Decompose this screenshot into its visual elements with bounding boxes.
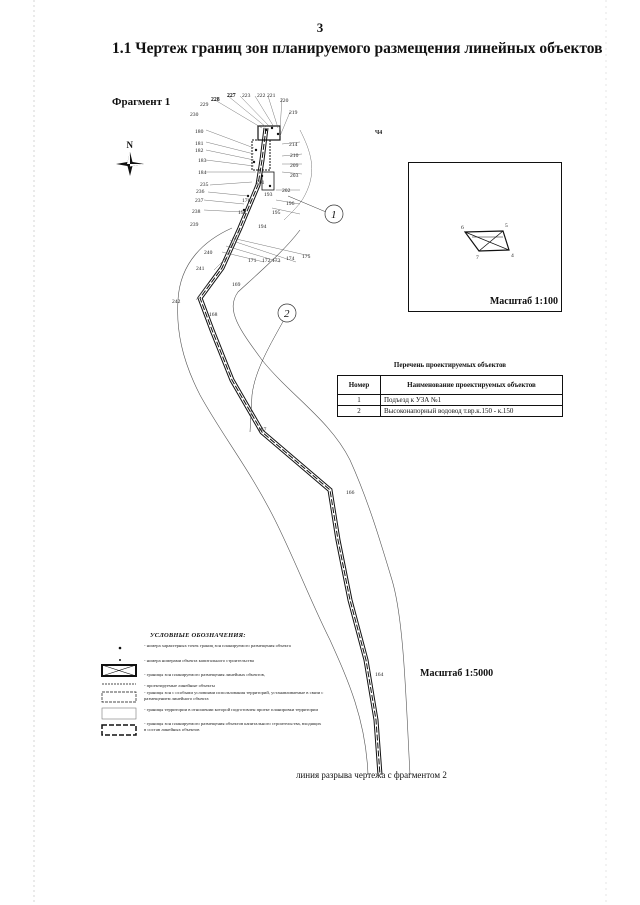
point-label: 166	[346, 490, 355, 496]
table-header-number: Номер	[338, 376, 381, 395]
objects-table-title: Перечень проектируемых объектов	[393, 361, 507, 369]
page-number: 3	[316, 20, 324, 35]
point-label: 194	[258, 224, 267, 230]
point-label: 222	[257, 93, 266, 99]
point-label: 174	[286, 256, 295, 262]
point-label: 201	[256, 180, 265, 186]
inset-box	[408, 162, 562, 312]
break-caption: линия разрыва чертежа с фрагментом 2	[296, 770, 447, 780]
legend-symbols	[98, 642, 140, 738]
point-label: 238	[192, 209, 201, 215]
table-cell-number: 1	[338, 395, 381, 406]
point-label: 183	[198, 158, 207, 164]
point-label: 229	[200, 102, 209, 108]
callout-2	[250, 304, 296, 432]
point-label: 210	[290, 153, 299, 159]
legend-item-3: - границы зон планируемого размещения линейных объектов,	[144, 672, 265, 677]
point-label: 192	[238, 210, 247, 216]
point-label: 181	[195, 141, 204, 147]
point-label: 236	[196, 189, 205, 195]
point-label: 195	[272, 210, 281, 216]
stray-mark: Ч4	[375, 130, 383, 136]
inset-point-6: 6	[461, 225, 464, 231]
table-cell-name: Подъезд к УЗА №1	[381, 395, 563, 406]
table-row	[338, 406, 563, 417]
legend-symbol-zone	[102, 665, 136, 676]
legend-item-1: - номера характерных точек границ зон планируемого размещения объекта	[144, 643, 291, 648]
point-label: 169	[232, 282, 241, 288]
legend-item-2: - номера номерами объекта капитального строительства	[144, 658, 254, 663]
page-title: 1.1 Чертеж границ зон планируемого размещения линейных объектов	[112, 40, 603, 57]
legend-symbol-territory	[102, 708, 136, 719]
north-label: N	[126, 140, 133, 150]
point-label: 167	[258, 427, 267, 433]
fragment-label: Фрагмент 1	[112, 96, 171, 108]
inset-drawing	[409, 163, 563, 313]
point-label: 241	[196, 266, 205, 272]
point-label: 221	[267, 93, 276, 99]
table-header-name: Наименование проектируемых объектов	[381, 376, 563, 395]
planned-corridor	[200, 128, 383, 775]
point-label: 203	[290, 173, 299, 179]
point-label: 219	[289, 110, 298, 116]
point-label: 176	[242, 198, 251, 204]
inset-point-7: 7	[476, 255, 479, 261]
point-label: 173	[272, 258, 281, 264]
point-label: 175	[302, 254, 311, 260]
table-row	[338, 395, 563, 406]
legend-item-7: - границы зон планируемого размещения объектов капитального строительства, входящих в состав линейных объектов	[144, 721, 322, 732]
point-label: 223	[242, 93, 251, 99]
table-header-row	[338, 376, 563, 395]
legend-item-4: - проектируемые линейные объекты	[144, 683, 215, 688]
point-label: 242	[172, 299, 181, 305]
point-label: 220	[280, 98, 289, 104]
callout-label-1: 1	[331, 209, 337, 221]
objects-table	[337, 375, 563, 417]
table-cell-name: Высоконапорный водовод т.вр.к.150 - к.150	[381, 406, 563, 417]
point-label: 228	[211, 97, 220, 103]
point-label: 209	[290, 163, 299, 169]
inset-point-5: 5	[505, 223, 508, 229]
main-scale: Масштаб 1:5000	[420, 668, 494, 679]
callout-label-2: 2	[284, 308, 290, 320]
legend-item-6: - границы территории в отношении которой подготовлен проект планировки территории	[144, 707, 318, 712]
legend-symbol-capital-zone	[102, 725, 136, 735]
point-label: 235	[200, 182, 209, 188]
point-label: 182	[195, 148, 204, 154]
point-label: 180	[195, 129, 204, 135]
legend-item-5: - границы зон с особыми условиями использования территорий, устанавливаемые в связи с размещением линейного объекта	[144, 690, 324, 701]
point-label: 164	[375, 672, 384, 678]
point-label: 168	[209, 312, 218, 318]
legend-symbol-point	[119, 647, 122, 650]
inset-scale: Масштаб 1:100	[489, 296, 558, 307]
legend-symbol-small-point	[119, 659, 121, 661]
point-label: 171	[248, 258, 257, 264]
legend-symbol-special-zone	[102, 692, 136, 702]
inset-point-4: 4	[511, 253, 514, 259]
legend-title: УСЛОВНЫЕ ОБОЗНАЧЕНИЯ:	[150, 632, 246, 639]
point-label: 193	[264, 192, 273, 198]
point-label: 196	[286, 201, 295, 207]
point-label: 214	[289, 142, 298, 148]
north-arrow	[116, 140, 144, 176]
point-label: 240	[204, 250, 213, 256]
point-label: 230	[190, 112, 199, 118]
table-cell-number: 2	[338, 406, 381, 417]
point-label: 184	[198, 170, 207, 176]
point-label: 237	[195, 198, 204, 204]
point-label: 239	[190, 222, 199, 228]
callout-1	[288, 196, 343, 223]
point-label: 202	[282, 188, 291, 194]
point-label: 227	[227, 93, 236, 99]
point-label: 172	[262, 258, 271, 264]
